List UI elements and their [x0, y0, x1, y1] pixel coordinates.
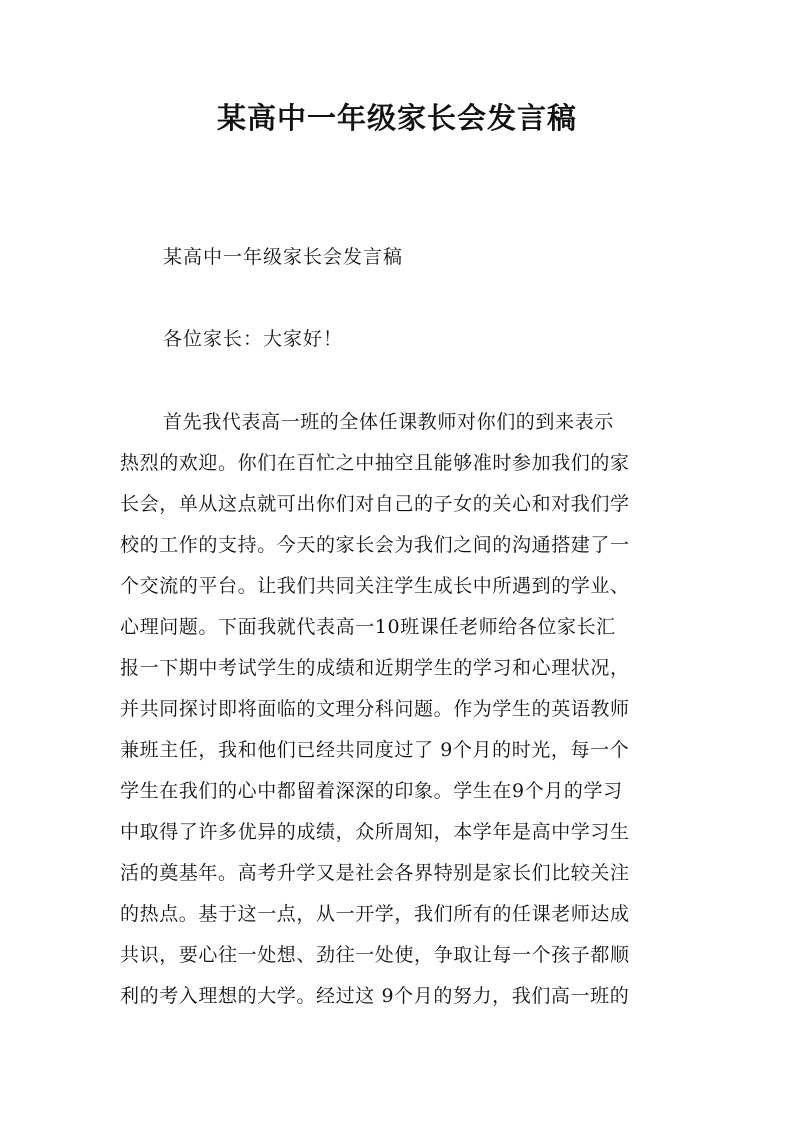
- body-line: 兼班主任，我和他们已经共同度过了 9个月的时光，每一个: [120, 739, 630, 761]
- body-line: 校的工作的支持。今天的家长会为我们之间的沟通搭建了一: [120, 534, 630, 556]
- body-line: 长会，单从这点就可出你们对自己的子女的关心和对我们学: [120, 493, 630, 515]
- body-line: 首先我代表高一班的全体任课教师对你们的到来表示: [163, 411, 614, 433]
- greeting-line: 各位家长：大家好！: [163, 328, 344, 350]
- body-paragraph: [120, 406, 690, 1021]
- document-subtitle: 某高中一年级家长会发言稿: [163, 246, 404, 268]
- body-line: 热烈的欢迎。你们在百忙之中抽空且能够准时参加我们的家: [120, 452, 630, 474]
- body-line: 中取得了许多优异的成绩，众所周知，本学年是高中学习生: [120, 821, 630, 843]
- body-line: 利的考入理想的大学。经过这 9个月的努力，我们高一班的: [120, 985, 630, 1007]
- body-line: 心理问题。下面我就代表高一10班课任老师给各位家长汇: [120, 616, 616, 638]
- body-line: 的热点。基于这一点，从一开学，我们所有的任课老师达成: [120, 903, 630, 925]
- document-title: 某高中一年级家长会发言稿: [216, 101, 577, 135]
- body-line: 个交流的平台。让我们共同关注学生成长中所遇到的学业、: [120, 575, 630, 597]
- body-line: 学生在我们的心中都留着深深的印象。学生在9个月的学习: [120, 780, 623, 802]
- body-line: 并共同探讨即将面临的文理分科问题。作为学生的英语教师: [120, 698, 630, 720]
- body-line: 报一下期中考试学生的成绩和近期学生的学习和心理状况，: [120, 657, 630, 679]
- body-line: 共识，要心往一处想、劲往一处使，争取让每一个孩子都顺: [120, 944, 630, 966]
- body-line: 活的奠基年。高考升学又是社会各界特别是家长们比较关注: [120, 862, 630, 884]
